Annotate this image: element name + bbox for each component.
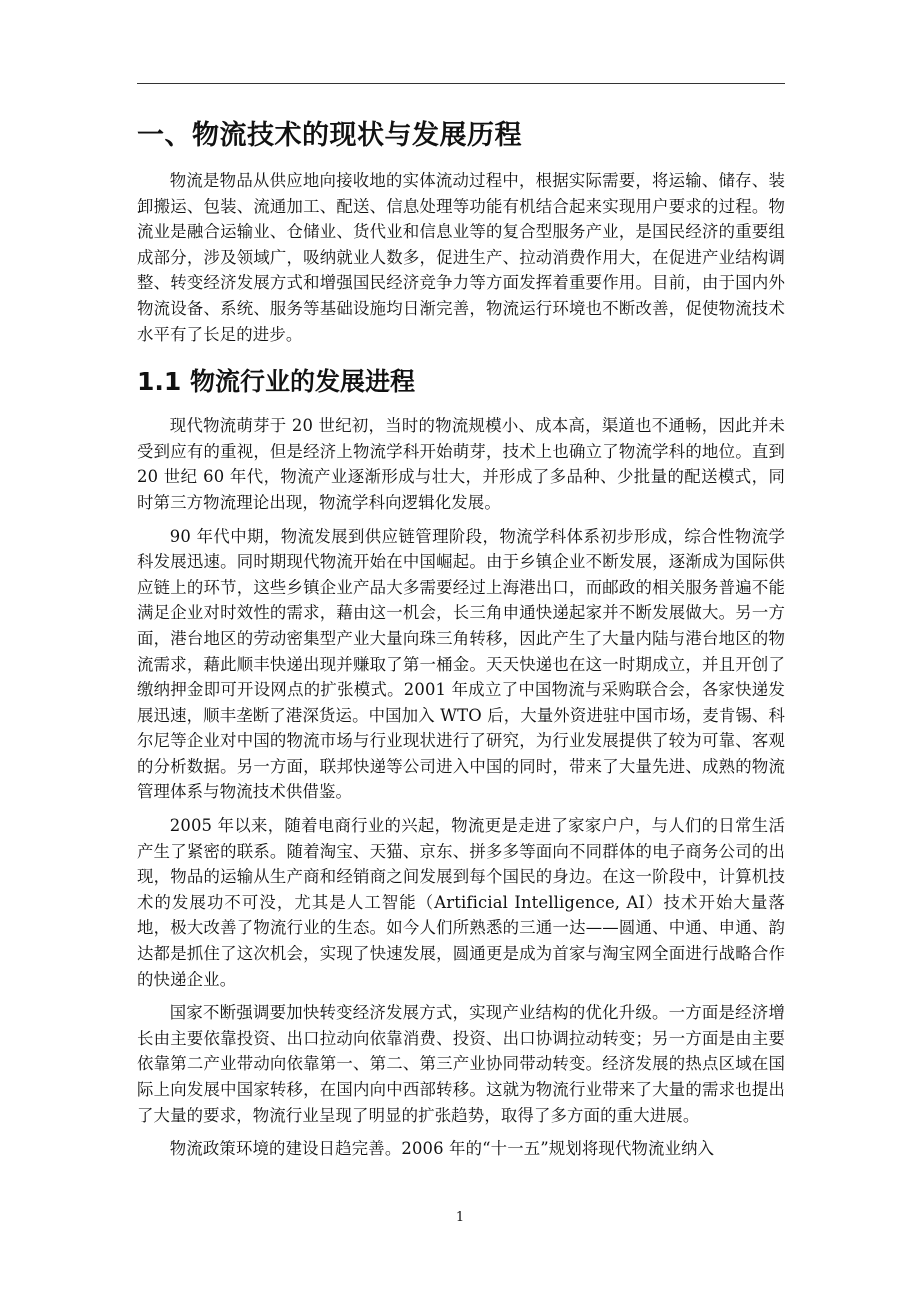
subsection-heading: 1.1 物流行业的发展进程 xyxy=(137,367,415,397)
document-body xyxy=(137,114,785,1170)
body-paragraph: 2005 年以来，随着电商行业的兴起，物流更是走进了家家户户，与人们的日常生活产生了紧密的联系。随着淘宝、天猫、京东、拼多多等面向不同群体的电子商务公司的出现，物品的运输从生产商和经销商之间发展到每个国民的身边。在这一阶段中，计算机技术的发展功不可没，尤其是人工智能（Artificial Intelligence, AI）技术开始大量落地，极大改善了物流行业的生态。如今人们所熟悉的三通一达——圆通、中通、申通、韵达都是抓住了这次机会，实现了快速发展，圆通更是成为首家与淘宝网全面进行战略合作的快递企业。 xyxy=(137,816,785,989)
body-paragraph: 物流政策环境的建设日趋完善。2006 年的“十一五”规划将现代物流业纳入 xyxy=(169,1139,715,1159)
section-heading: 一、物流技术的现状与发展历程 xyxy=(137,120,522,151)
page-number: 1 xyxy=(455,1210,465,1225)
header-rule xyxy=(137,83,785,84)
body-paragraph: 国家不断强调要加快转变经济发展方式，实现产业结构的优化升级。一方面是经济增长由主要依靠投资、出口拉动向依靠消费、投资、出口协调拉动转变；另一方面是由主要依靠第二产业带动向依靠第一、第二、第三产业协同带动转变。经济发展的热点区域在国际上向发展中国家转移，在国内向中西部转移。这就为物流行业带来了大量的需求也提出了大量的要求，物流行业呈现了明显的扩张趋势，取得了多方面的重大进展。 xyxy=(137,1003,785,1125)
intro-paragraph: 物流是物品从供应地向接收地的实体流动过程中，根据实际需要，将运输、储存、装卸搬运、包装、流通加工、配送、信息处理等功能有机结合起来实现用户要求的过程。物流业是融合运输业、仓储业、货代业和信息业等的复合型服务产业，是国民经济的重要组成部分，涉及领域广，吸纳就业人数多，促进生产、拉动消费作用大，在促进产业结构调整、转变经济发展方式和增强国民经济竞争力等方面发挥着重要作用。目前，由于国内外物流设备、系统、服务等基础设施均日渐完善，物流运行环境也不断改善，促使物流技术水平有了长足的进步。 xyxy=(137,171,785,344)
body-paragraph: 90 年代中期，物流发展到供应链管理阶段，物流学科体系初步形成，综合性物流学科发展迅速。同时期现代物流开始在中国崛起。由于乡镇企业不断发展，逐渐成为国际供应链上的环节，这些乡镇企业产品大多需要经过上海港出口，而邮政的相关服务普遍不能满足企业对时效性的需求，藉由这一机会，长三角申通快递起家并不断发展做大。另一方面，港台地区的劳动密集型产业大量向珠三角转移，因此产生了大量内陆与港台地区的物流需求，藉此顺丰快递出现并赚取了第一桶金。天天快递也在这一时期成立，并且开创了缴纳押金即可开设网点的扩张模式。2001 年成立了中国物流与采购联合会，各家快递发展迅速，顺丰垄断了港深货运。中国加入 WTO 后，大量外资进驻中国市场，麦肯锡、科尔尼等企业对中国的物流市场与行业现状进行了研究，为行业发展提供了较为可靠、客观的分析数据。另一方面，联邦快递等公司进入中国的同时，带来了大量先进、成熟的物流管理体系与物流技术供借鉴。 xyxy=(137,526,785,802)
body-paragraph: 现代物流萌芽于 20 世纪初，当时的物流规模小、成本高，渠道也不通畅，因此并未受到应有的重视，但是经济上物流学科开始萌芽，技术上也确立了物流学科的地位。直到 20 世纪 60 年代，物流产业逐渐形成与壮大，并形成了多品种、少批量的配送模式，同时第三方物流理论出现，物流学科向逻辑化发展。 xyxy=(137,416,785,512)
